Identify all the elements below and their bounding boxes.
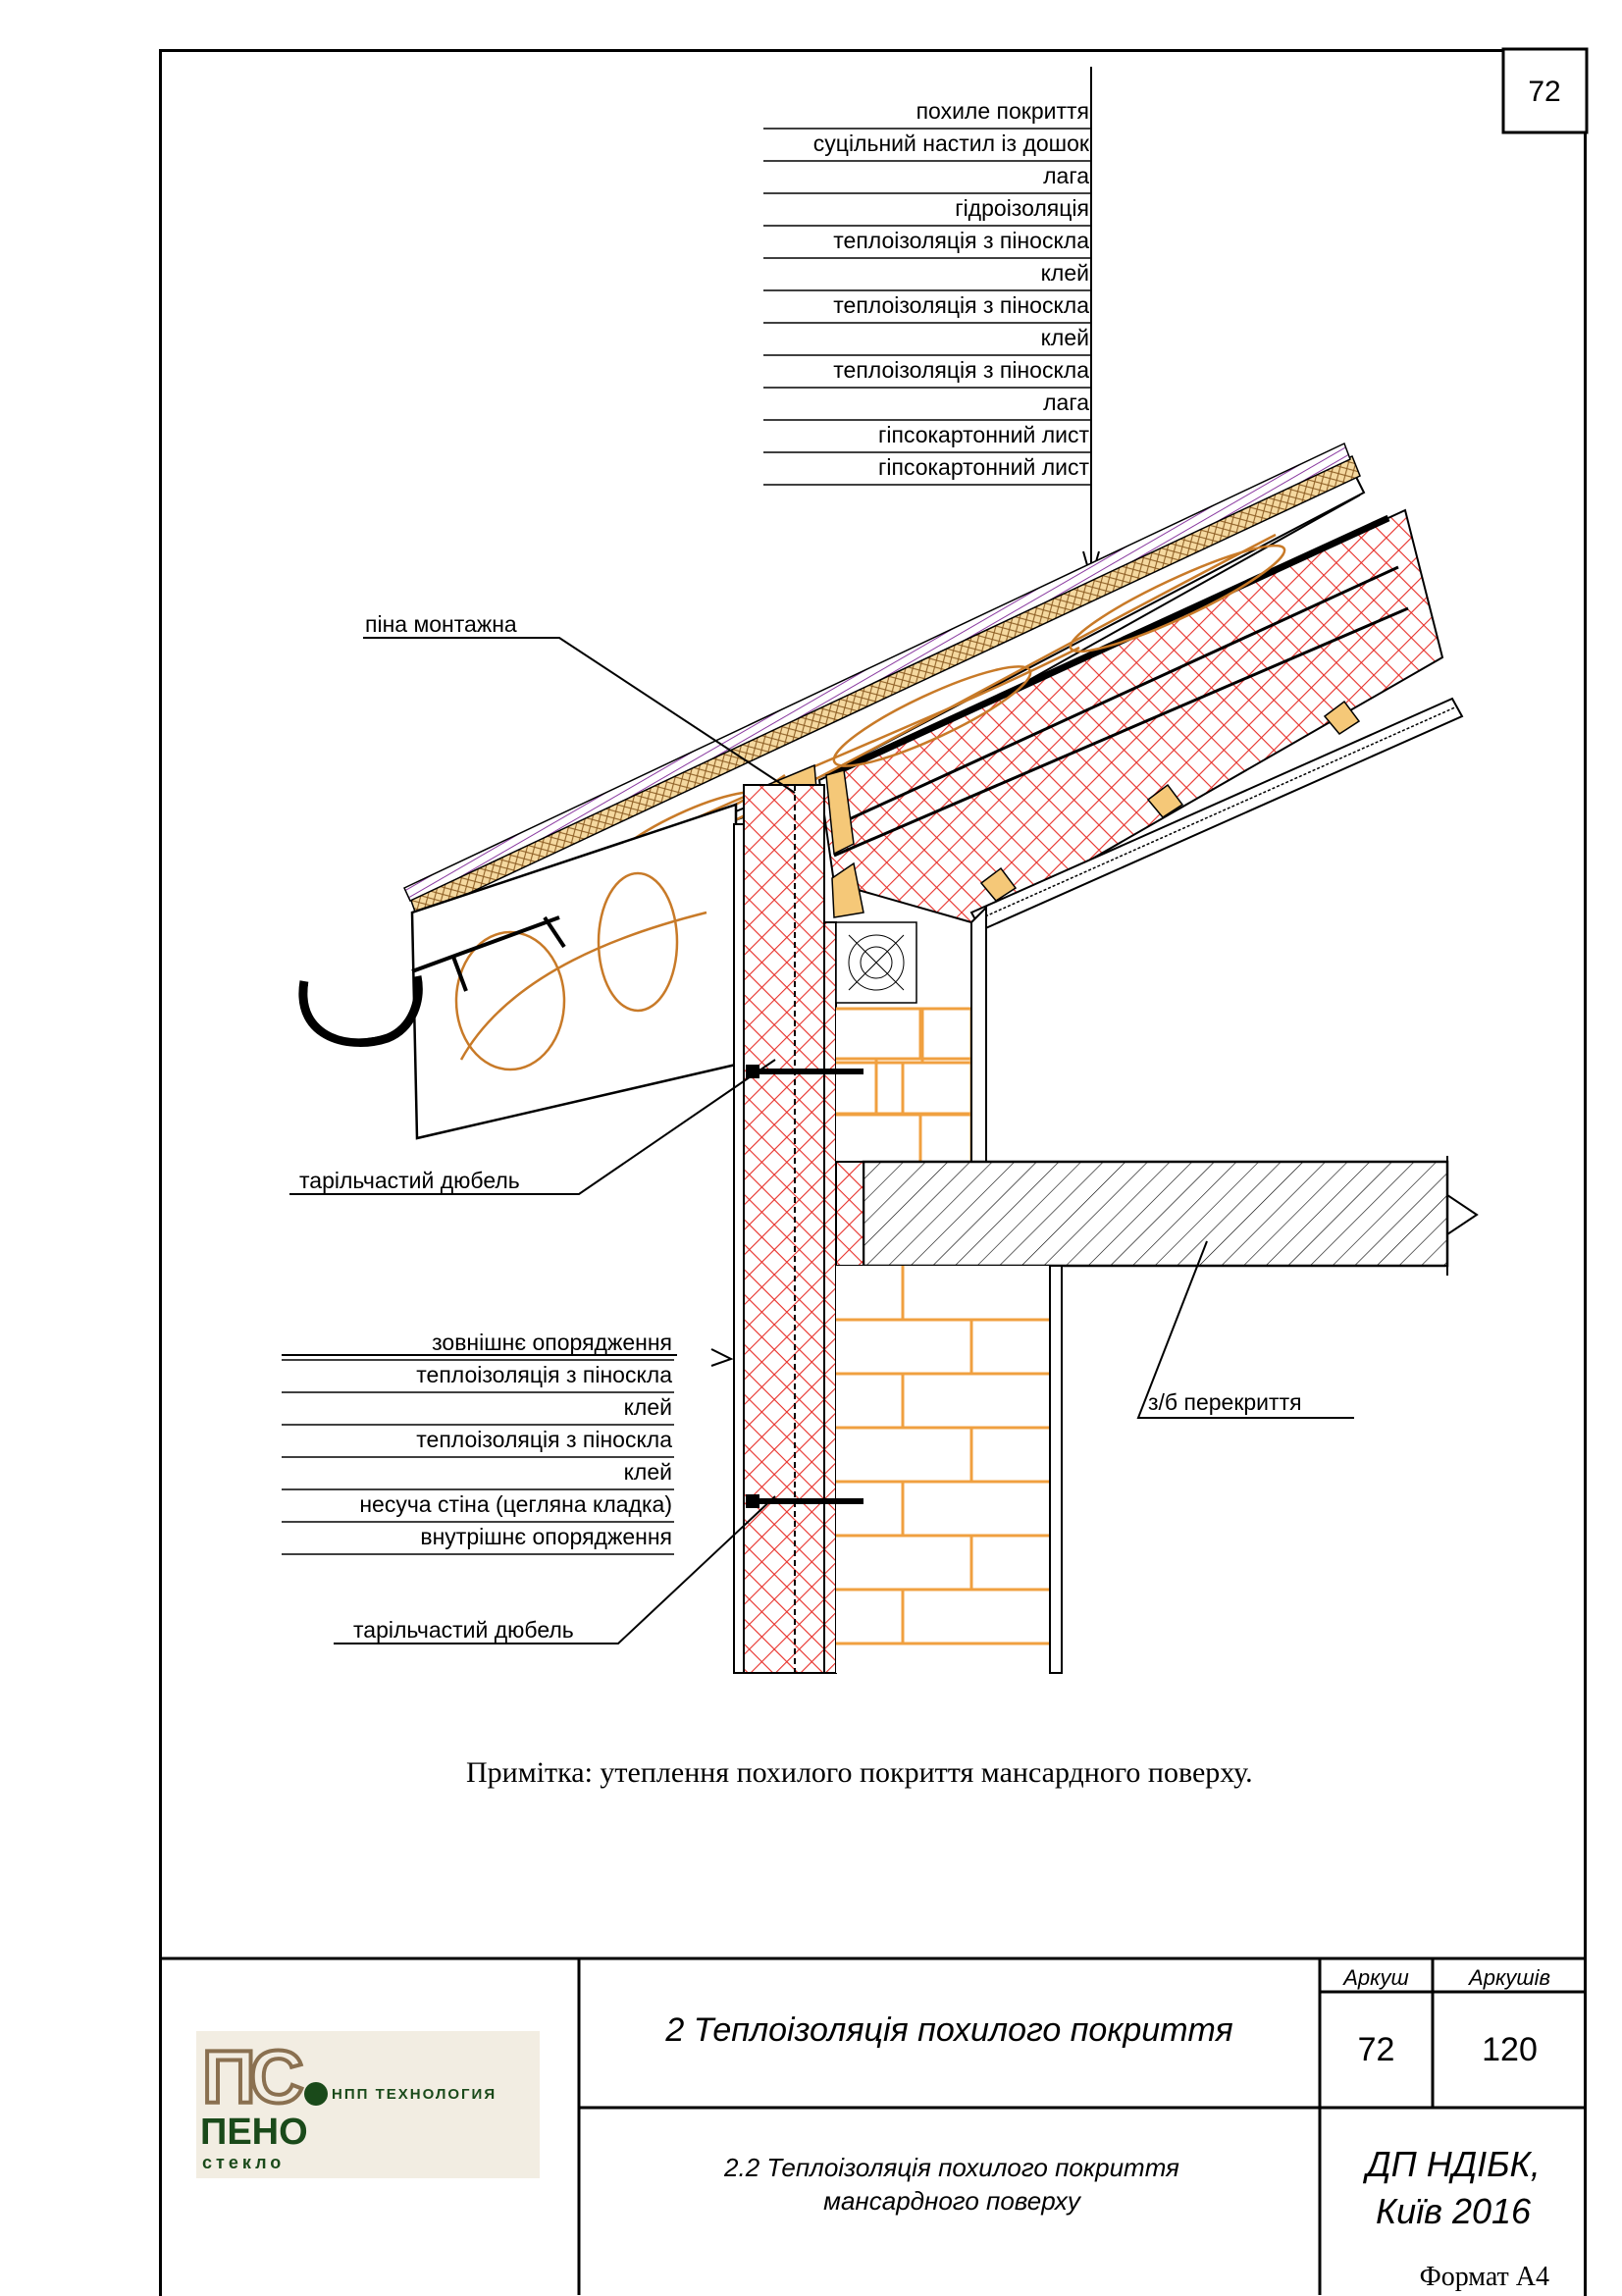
- sheet-label: Аркуш: [1343, 1965, 1409, 1990]
- wall-layers-label: несуча стіна (цегляна кладка): [359, 1491, 672, 1517]
- section-title: 2 Теплоізоляція похилого покриття: [665, 2011, 1233, 2049]
- org-city-year: Київ 2016: [1375, 2191, 1532, 2231]
- roof-layers-label: клей: [1040, 260, 1089, 286]
- roof-layers-label: гіпсокартонний лист: [877, 422, 1089, 447]
- note: Примітка: утеплення похилого покриття мансардного поверху.: [466, 1756, 1253, 1789]
- wall-layers-label: зовнішнє опорядження: [432, 1330, 672, 1355]
- page-number-box: [1503, 49, 1587, 132]
- wall-layers-label: теплоізоляція з піноскла: [416, 1427, 672, 1452]
- roof-layers-label: клей: [1040, 325, 1089, 350]
- roof-layers-label: теплоізоляція з піноскла: [833, 228, 1089, 253]
- roof-layers-label: теплоізоляція з піноскла: [833, 357, 1089, 383]
- logo-brand: ПЕНО: [200, 2112, 308, 2153]
- callout-foam: піна монтажна: [365, 611, 517, 637]
- wall-layers-label: клей: [623, 1459, 672, 1485]
- roof-layers-label: суцільний настил із дошок: [812, 130, 1089, 156]
- wall-layers-label: внутрішнє опорядження: [420, 1524, 672, 1549]
- wall-layers-label: теплоізоляція з піноскла: [416, 1362, 672, 1387]
- logo-company: НПП ТЕХНОЛОГИЯ: [332, 2086, 497, 2103]
- callout-dowel-upper: тарільчастий дюбель: [299, 1168, 520, 1193]
- subsection-title: 2.2 Теплоізоляція похилого покриття мансардного поверху: [724, 2153, 1179, 2216]
- roof-layers-label: лага: [1043, 390, 1089, 415]
- roof-layers-label: гідроізоляція: [955, 195, 1089, 221]
- page-number: 72: [1528, 76, 1561, 108]
- logo-sub: стекло: [202, 2153, 286, 2172]
- wall-assembly: [734, 785, 1477, 1673]
- org-name: ДП НДІБК,: [1366, 2144, 1541, 2184]
- roof-layers-label: лага: [1043, 163, 1089, 188]
- sheet-number: 72: [1357, 2031, 1395, 2068]
- wall-layers-label: клей: [623, 1394, 672, 1420]
- company-logo: [196, 2031, 540, 2178]
- logo-dot-icon: [304, 2082, 328, 2106]
- sheets-total: 120: [1482, 2031, 1538, 2068]
- callout-slab: з/б перекриття: [1148, 1389, 1302, 1415]
- callout-dowel-lower: тарільчастий дюбель: [353, 1617, 574, 1643]
- sheets-label: Аркушів: [1469, 1965, 1550, 1990]
- logo-mark: ПС: [202, 2036, 298, 2119]
- roof-layers-label: похиле покриття: [916, 98, 1089, 124]
- roof-layers-label: гіпсокартонний лист: [877, 454, 1089, 480]
- roof-layers-label: теплоізоляція з піноскла: [833, 292, 1089, 318]
- format-label: Формат А4: [1419, 2262, 1549, 2292]
